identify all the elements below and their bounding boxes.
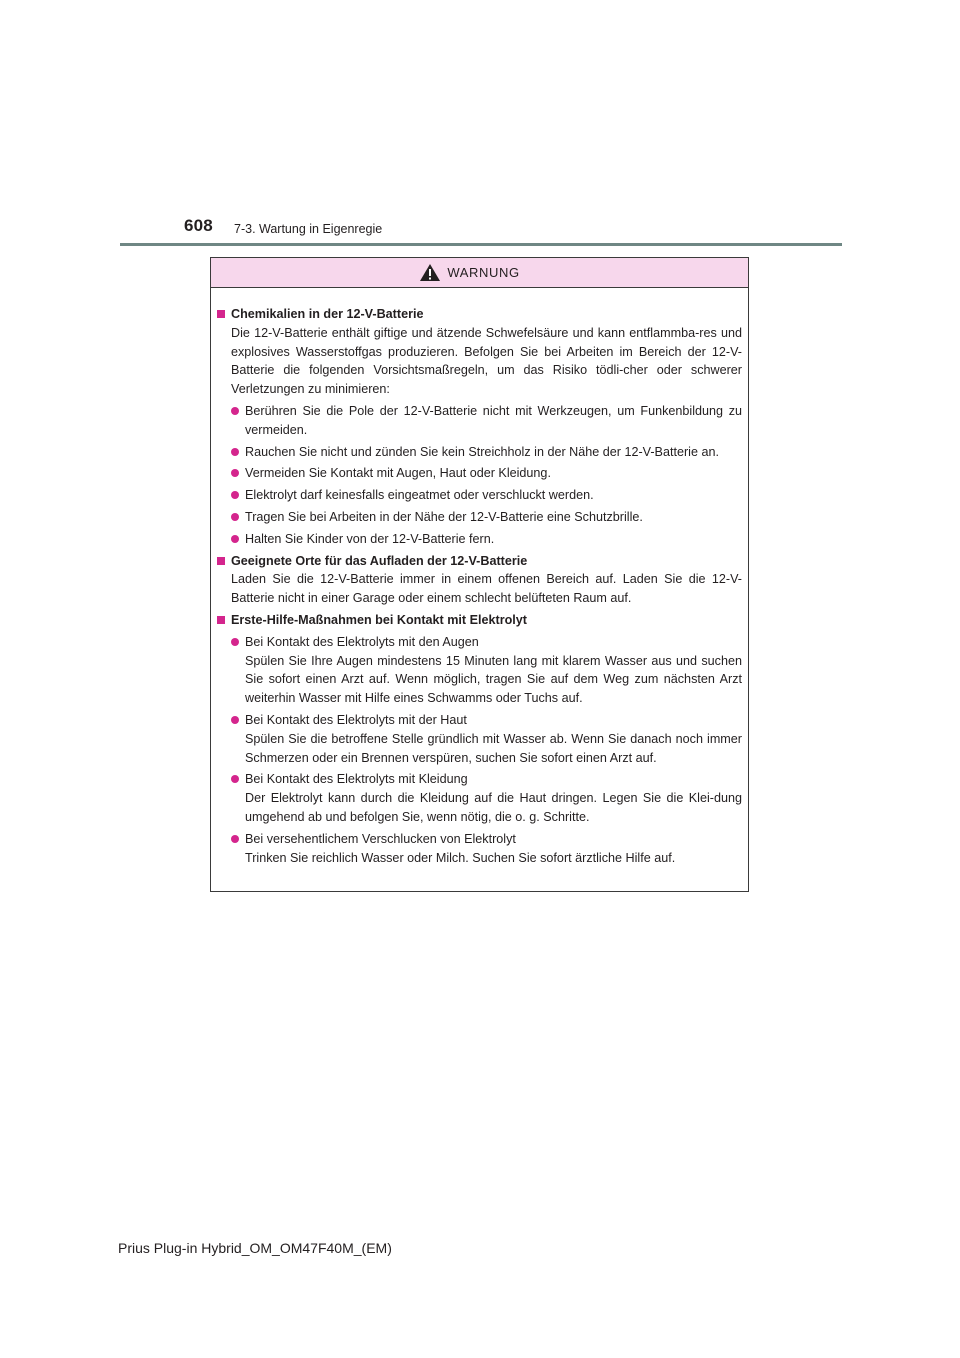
circle-bullet-icon	[231, 835, 239, 843]
header-divider	[120, 243, 842, 246]
list-item: Halten Sie Kinder von der 12-V-Batterie fern.	[217, 530, 742, 549]
section-text: Die 12-V-Batterie enthält giftige und ätzende Schwefelsäure und kann entflammba-res und explosives Wasserstoffgas produzieren. Befolgen Sie bei Arbeiten im Bereich der 12-V-Batterie die folgenden Vorsichtsmaßregeln, um das Risiko tödli-cher oder schwerer Verletzungen zu minimieren:	[231, 325, 742, 397]
section-title: 7-3. Wartung in Eigenregie	[234, 222, 383, 236]
section-heading: Erste-Hilfe-Maßnahmen bei Kontakt mit Elektrolyt	[217, 611, 742, 630]
circle-bullet-icon	[231, 638, 239, 646]
square-bullet-icon	[217, 310, 225, 318]
circle-bullet-icon	[231, 513, 239, 521]
warning-triangle-icon	[419, 263, 441, 282]
square-bullet-icon	[217, 616, 225, 624]
section-heading: Chemikalien in der 12-V-Batterie	[217, 305, 742, 324]
circle-bullet-icon	[231, 469, 239, 477]
warning-box	[210, 257, 749, 892]
circle-bullet-icon	[231, 535, 239, 543]
page-number: 608	[184, 216, 213, 235]
warning-title: WARNUNG	[447, 265, 520, 280]
warning-header	[211, 258, 748, 288]
warning-body	[211, 288, 748, 867]
list-item: Bei Kontakt des Elektrolyts mit der Haut Spülen Sie die betroffene Stelle gründlich mit Wasser ab. Wenn Sie danach noch immer Schmerzen oder ein Brennen verspüren, suchen Sie sofort einen Arzt auf.	[217, 711, 742, 767]
list-item: Vermeiden Sie Kontakt mit Augen, Haut oder Kleidung.	[217, 464, 742, 483]
section-text: Laden Sie die 12-V-Batterie immer in einem offenen Bereich auf. Laden Sie die 12-V-Batterie nicht in einer Garage oder einem schlecht belüfteten Raum auf.	[231, 572, 742, 606]
circle-bullet-icon	[231, 775, 239, 783]
list-item: Bei Kontakt des Elektrolyts mit den Augen Spülen Sie Ihre Augen mindestens 15 Minuten lang mit klarem Wasser aus und suchen Sie sofort einen Arzt auf. Wenn möglich, tragen Sie auf dem Weg zum nächsten Arzt weiterhin Wasser mit Hilfe eines Schwamms oder Tuchs auf.	[217, 633, 742, 708]
list-item: Elektrolyt darf keinesfalls eingeatmet oder verschluckt werden.	[217, 486, 742, 505]
list-item: Rauchen Sie nicht und zünden Sie kein Streichholz in der Nähe der 12-V-Batterie an.	[217, 443, 742, 462]
list-item: Tragen Sie bei Arbeiten in der Nähe der 12-V-Batterie eine Schutzbrille.	[217, 508, 742, 527]
circle-bullet-icon	[231, 448, 239, 456]
circle-bullet-icon	[231, 491, 239, 499]
circle-bullet-icon	[231, 716, 239, 724]
list-item: Bei Kontakt des Elektrolyts mit Kleidung Der Elektrolyt kann durch die Kleidung auf die Haut dringen. Legen Sie die Klei-dung umgehend ab und befolgen Sie, wenn nötig, die o. g. Schritte.	[217, 770, 742, 826]
circle-bullet-icon	[231, 407, 239, 415]
square-bullet-icon	[217, 557, 225, 565]
section-heading: Geeignete Orte für das Aufladen der 12-V-Batterie	[217, 552, 742, 571]
document-footer: Prius Plug-in Hybrid_OM_OM47F40M_(EM)	[118, 1240, 392, 1256]
list-item: Berühren Sie die Pole der 12-V-Batterie nicht mit Werkzeugen, um Funkenbildung zu vermeiden.	[217, 402, 742, 440]
list-item: Bei versehentlichem Verschlucken von Elektrolyt Trinken Sie reichlich Wasser oder Milch. Suchen Sie sofort ärztliche Hilfe auf.	[217, 830, 742, 868]
